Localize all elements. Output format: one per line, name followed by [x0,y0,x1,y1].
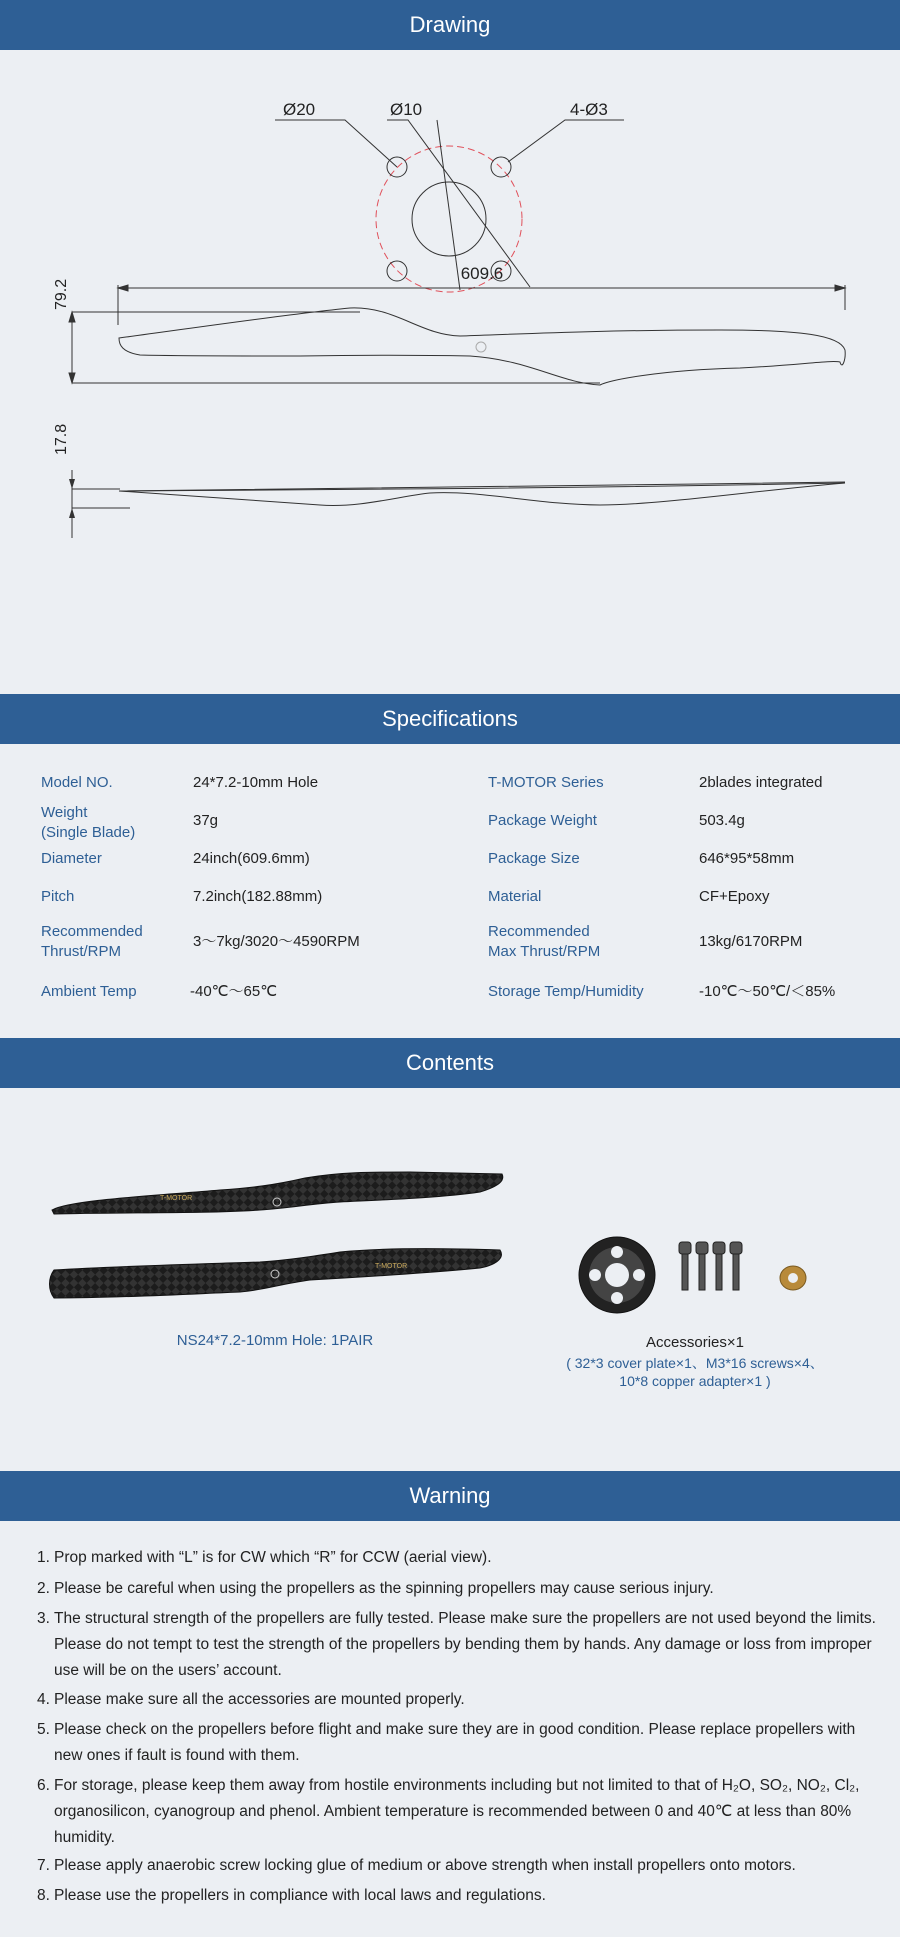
spec-value-pitch: 7.2inch(182.88mm) [193,888,323,905]
spec-label-diameter: Diameter [41,850,102,867]
section-header-contents: Contents [0,1038,900,1088]
warning-item: 3. The structural strength of the propellers are fully tested. Please make sure the propellers are not used beyond the limits. Please do not tempt to test the strength of the propellers by bending them by hands. Any damage or loss from improper use will be on the users’ account. [37,1610,876,1679]
dim-outer-text: Ø20 [283,100,316,119]
spec-label-storage: Storage Temp/Humidity [488,983,644,1000]
spec-value-storage: -10℃～50℃/＜85% [699,983,836,1000]
blade-logo-top: T-MOTOR [160,1195,193,1202]
technical-drawing [0,50,900,690]
width-dim-text: 79.2 [53,278,70,310]
spec-label-ambient: Ambient Temp [41,983,137,1000]
dim-inner-text: Ø10 [390,100,423,119]
copper-adapter [780,1266,806,1290]
spec-value-weight: 37g [193,812,219,829]
blade-top-view [72,285,845,385]
spec-label-package-weight: Package Weight [488,812,597,829]
spec-label-weight: Weight (Single Blade) [41,804,136,841]
warning-item: 2. Please be careful when using the propellers as the spinning propellers may cause serious injury. [37,1580,714,1597]
propeller-pair-image [40,1160,510,1310]
spec-value-diameter: 24inch(609.6mm) [193,850,310,867]
warning-item: 6. For storage, please keep them away from hostile environments including but not limited to that of H₂O, SO₂, NO₂, Cl₂, organosilicon, cyanogroup and phenol. Ambient temperature is recommended between 0 and 40℃ at less than 80% humidity. [37,1777,860,1846]
spec-value-thrust: 3～7kg/3020～4590RPM [193,933,360,950]
accessories-image [575,1230,825,1320]
section-header-warning: Warning [0,1471,900,1521]
section-header-specifications: Specifications [0,694,900,744]
spec-value-ambient: -40℃～65℃ [190,983,278,1000]
spec-label-model: Model NO. [41,774,113,791]
spec-value-package-weight: 503.4g [699,812,745,829]
propeller-blade-bottom [50,1249,502,1298]
spec-value-series: 2blades integrated [699,774,823,791]
length-dim-text: 609.6 [460,264,504,283]
thickness-dim-text: 17.8 [53,423,70,455]
spec-label-package-size: Package Size [488,850,580,867]
spec-value-max-thrust: 13kg/6170RPM [699,933,803,950]
spec-label-material: Material [488,888,542,905]
accessories-detail: ( 32*3 cover plate×1、M3*16 screws×4、 10*8 copper adapter×1 ) [566,1355,824,1389]
section-header-drawing: Drawing [0,0,900,50]
propeller-blade-top [52,1172,503,1214]
dim-holes-text: 4-Ø3 [570,100,608,119]
screws [679,1242,742,1290]
warning-item: 4. Please make sure all the accessories are mounted properly. [37,1691,465,1708]
hub-top-view [275,120,624,292]
spec-value-material: CF+Epoxy [699,888,770,905]
warning-item: 1. Prop marked with “L” is for CW which “R” for CCW (aerial view). [37,1549,492,1566]
spec-label-max-thrust: Recommended Max Thrust/RPM [488,923,601,960]
blade-side-view [72,470,845,538]
propeller-caption: NS24*7.2-10mm Hole: 1PAIR [176,1332,374,1349]
spec-value-model: 24*7.2-10mm Hole [193,774,319,791]
warning-item: 5. Please check on the propellers before flight and make sure they are in good condition. Please replace propellers with new ones if fault is found with them. [37,1721,856,1764]
spec-label-pitch: Pitch [41,888,75,905]
blade-logo-bottom: T-MOTOR [375,1263,408,1270]
spec-label-series: T-MOTOR Series [488,774,604,791]
accessories-title: Accessories×1 [646,1334,744,1351]
spec-value-package-size: 646*95*58mm [699,850,795,867]
warning-item: 8. Please use the propellers in compliance with local laws and regulations. [37,1887,546,1904]
spec-label-thrust: Recommended Thrust/RPM [41,923,143,960]
warning-item: 7. Please apply anaerobic screw locking glue of medium or above strength when install propellers onto motors. [37,1857,796,1874]
cover-plate [579,1237,655,1313]
